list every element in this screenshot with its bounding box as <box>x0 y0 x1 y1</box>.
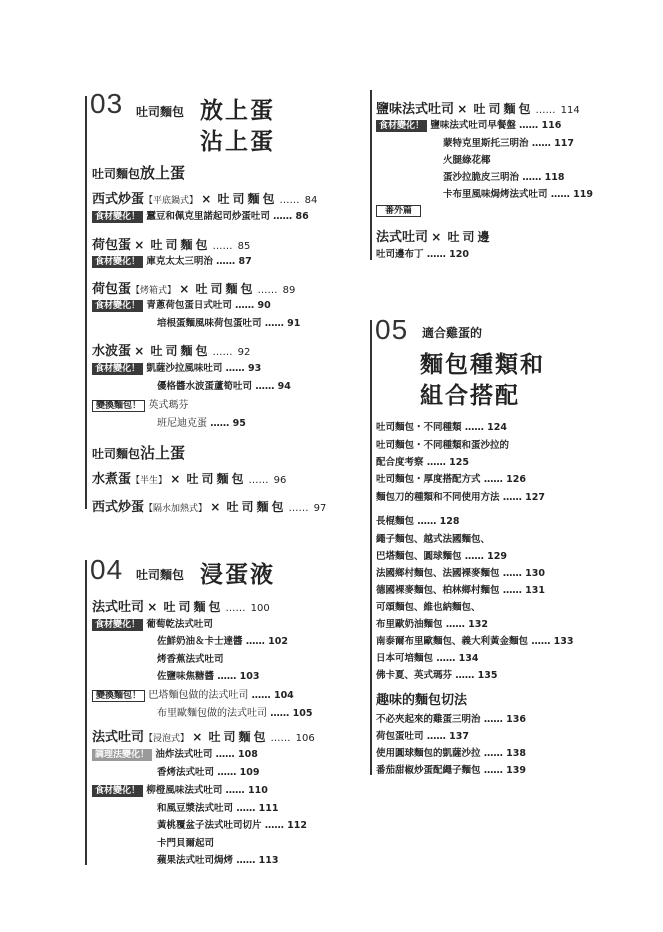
toc-sub-entry[interactable]: 食材變化！ 青蔥荷包蛋日式吐司 …… 90 <box>92 297 271 311</box>
toc-entry[interactable]: 荷包蛋 × 吐司麵包 …… 85 <box>92 238 251 253</box>
subsection-heading: 吐司麵包沾上蛋 <box>92 444 186 462</box>
section-04-label: 吐司麵包 <box>136 568 185 582</box>
toc-sub-entry[interactable]: 香烤法式吐司 …… 109 <box>157 767 260 778</box>
subsection-big: 放上蛋 <box>140 164 186 182</box>
toc-sub-entry[interactable]: 配合度考察 …… 125 <box>376 457 469 468</box>
toc-entry[interactable]: 西式炒蛋【隔水加熱式】 × 吐司麵包 …… 97 <box>92 500 327 515</box>
toc-sub-entry[interactable]: 食材變化！ 柳橙風味法式吐司 …… 110 <box>92 782 268 796</box>
section-05-label: 適合雞蛋的 <box>422 326 483 340</box>
section-04-number: 04 <box>90 554 124 585</box>
subsection-small: 吐司麵包 <box>92 167 141 181</box>
toc-entry[interactable]: 水波蛋 × 吐司麵包 …… 92 <box>92 344 251 359</box>
section-05-rule <box>370 320 372 775</box>
toc-sub-entry[interactable]: 吐司麵包・厚度搭配方式 …… 126 <box>376 474 526 485</box>
toc-sub-entry[interactable]: 食材變化！ 庫克太太三明治 …… 87 <box>92 253 252 267</box>
toc-sub-entry[interactable]: 吐司麵包・不同種類和蛋沙拉的 <box>376 440 510 451</box>
toc-sub-entry[interactable]: 南泰爾布里歐麵包、義大利黃金麵包 …… 133 <box>376 636 574 647</box>
toc-sub-entry[interactable]: 培根蛋麵風味荷包蛋吐司 …… 91 <box>157 318 301 329</box>
toc-sub-entry[interactable]: 火腿綠花椰 <box>443 155 491 166</box>
section-04-title: 浸蛋液 <box>200 561 275 588</box>
section-05-title-2: 組合搭配 <box>420 382 520 409</box>
toc-sub-entry[interactable]: 使用圓球麵包的凱薩沙拉 …… 138 <box>376 748 526 759</box>
toc-sub-entry[interactable]: 班尼迪克蛋 …… 95 <box>157 418 246 429</box>
toc-sub-entry[interactable]: 蘋果法式吐司焗烤 …… 113 <box>157 855 279 866</box>
toc-sub-entry[interactable]: 烤香蕉法式吐司 <box>157 654 224 665</box>
toc-sub-entry[interactable]: 變換麵包！ 巴塔麵包做的法式吐司 …… 104 <box>92 686 294 701</box>
section-03-title-1: 放上蛋 <box>200 97 275 124</box>
toc-sub-entry[interactable]: 食材變化！ 蠶豆和佩克里諾起司炒蛋吐司 …… 86 <box>92 208 309 222</box>
toc-sub-entry[interactable]: 荷包蛋吐司 …… 137 <box>376 731 469 742</box>
toc-sub-entry[interactable]: 卡布里風味焗烤法式吐司 …… 119 <box>443 189 593 200</box>
toc-sub-entry[interactable]: 食材變化！ 葡萄乾法式吐司 <box>92 616 213 630</box>
toc-sub-entry[interactable]: 食材變化！ 鹽味法式吐司早餐盤 …… 116 <box>376 117 561 131</box>
toc-sub-entry[interactable]: 巴塔麵包、圓球麵包 …… 129 <box>376 551 507 562</box>
section-03-label: 吐司麵包 <box>136 105 185 119</box>
toc-entry[interactable]: 西式炒蛋【平底鍋式】 × 吐司麵包 …… 84 <box>92 192 318 207</box>
toc-sub-entry[interactable]: 繩子麵包、越式法國麵包、 <box>376 534 491 545</box>
section-03-number: 03 <box>90 88 124 119</box>
toc-sub-entry[interactable]: 變換麵包！ 英式瑪芬 <box>92 396 188 411</box>
extra-chapter-badge: 番外篇 <box>376 203 421 216</box>
subsection-heading <box>92 162 185 183</box>
section-03-rule <box>85 96 87 509</box>
toc-sub-entry[interactable]: 日本可培麵包 …… 134 <box>376 653 479 664</box>
toc-sub-entry[interactable]: 可頌麵包、維也納麵包、 <box>376 602 481 613</box>
toc-sub-entry[interactable]: 佐鮮奶油＆卡士達醬 …… 102 <box>157 636 288 647</box>
toc-sub-entry[interactable]: 佛卡夏、英式瑪芬 …… 135 <box>376 670 498 681</box>
toc-sub-entry[interactable]: 佐鹽味焦糖醬 …… 103 <box>157 671 260 682</box>
toc-entry[interactable]: 水煮蛋【半生】 × 吐司麵包 …… 96 <box>92 472 287 487</box>
section-04-rule <box>85 560 87 865</box>
toc-entry[interactable]: 荷包蛋【烤箱式】 × 吐司麵包 …… 89 <box>92 282 296 297</box>
toc-sub-entry[interactable]: 食材變化！ 凱薩沙拉風味吐司 …… 93 <box>92 360 261 374</box>
toc-entry[interactable]: 法式吐司 × 吐司麵包 …… 100 <box>92 600 270 615</box>
toc-sub-entry[interactable]: 德國裸麥麵包、柏林鄉村麵包 …… 131 <box>376 585 545 596</box>
toc-sub-entry[interactable]: 優格醬水波蛋蘆筍吐司 …… 94 <box>157 381 291 392</box>
toc-sub-entry[interactable]: 黃桃覆盆子法式吐司切片 …… 112 <box>157 820 307 831</box>
toc-sub-entry[interactable]: 布里歐奶油麵包 …… 132 <box>376 619 488 630</box>
toc-sub-entry[interactable]: 卡門貝爾起司 <box>157 838 215 849</box>
toc-sub-entry[interactable]: 長棍麵包 …… 128 <box>376 516 460 527</box>
section-05-title-1: 麵包種類和 <box>420 351 545 378</box>
toc-sub-entry[interactable]: 法國鄉村麵包、法國裸麥麵包 …… 130 <box>376 568 545 579</box>
toc-entry[interactable]: 鹽味法式吐司 × 吐司麵包 …… 114 <box>376 102 580 117</box>
section-03-title-2: 沾上蛋 <box>200 128 275 155</box>
toc-sub-entry[interactable]: 吐司邊布丁 …… 120 <box>376 249 469 260</box>
toc-sub-entry[interactable]: 蛋沙拉脆皮三明治 …… 118 <box>443 172 565 183</box>
toc-sub-entry[interactable]: 番茄甜椒炒蛋配繩子麵包 …… 139 <box>376 765 526 776</box>
toc-sub-entry[interactable]: 蒙特克里斯托三明治 …… 117 <box>443 138 574 149</box>
toc-sub-entry[interactable]: 麵包刀的種類和不同使用方法 …… 127 <box>376 492 545 503</box>
toc-entry[interactable]: 法式吐司 × 吐司邊 <box>376 230 493 245</box>
toc-sub-entry[interactable]: 吐司麵包・不同種類 …… 124 <box>376 422 507 433</box>
continuation-rule <box>370 90 372 260</box>
subsection-heading: 趣味的麵包切法 <box>376 693 468 708</box>
toc-sub-entry[interactable]: 和風豆漿法式吐司 …… 111 <box>157 803 279 814</box>
toc-sub-entry[interactable]: 調理法變化！ 油炸法式吐司 …… 108 <box>92 746 258 760</box>
toc-sub-entry[interactable]: 布里歐麵包做的法式吐司 …… 105 <box>157 708 313 719</box>
toc-sub-entry[interactable]: 不必夾起來的雞蛋三明治 …… 136 <box>376 714 526 725</box>
section-05-number: 05 <box>375 314 409 345</box>
toc-entry[interactable]: 法式吐司【浸泡式】 × 吐司麵包 …… 106 <box>92 730 315 745</box>
